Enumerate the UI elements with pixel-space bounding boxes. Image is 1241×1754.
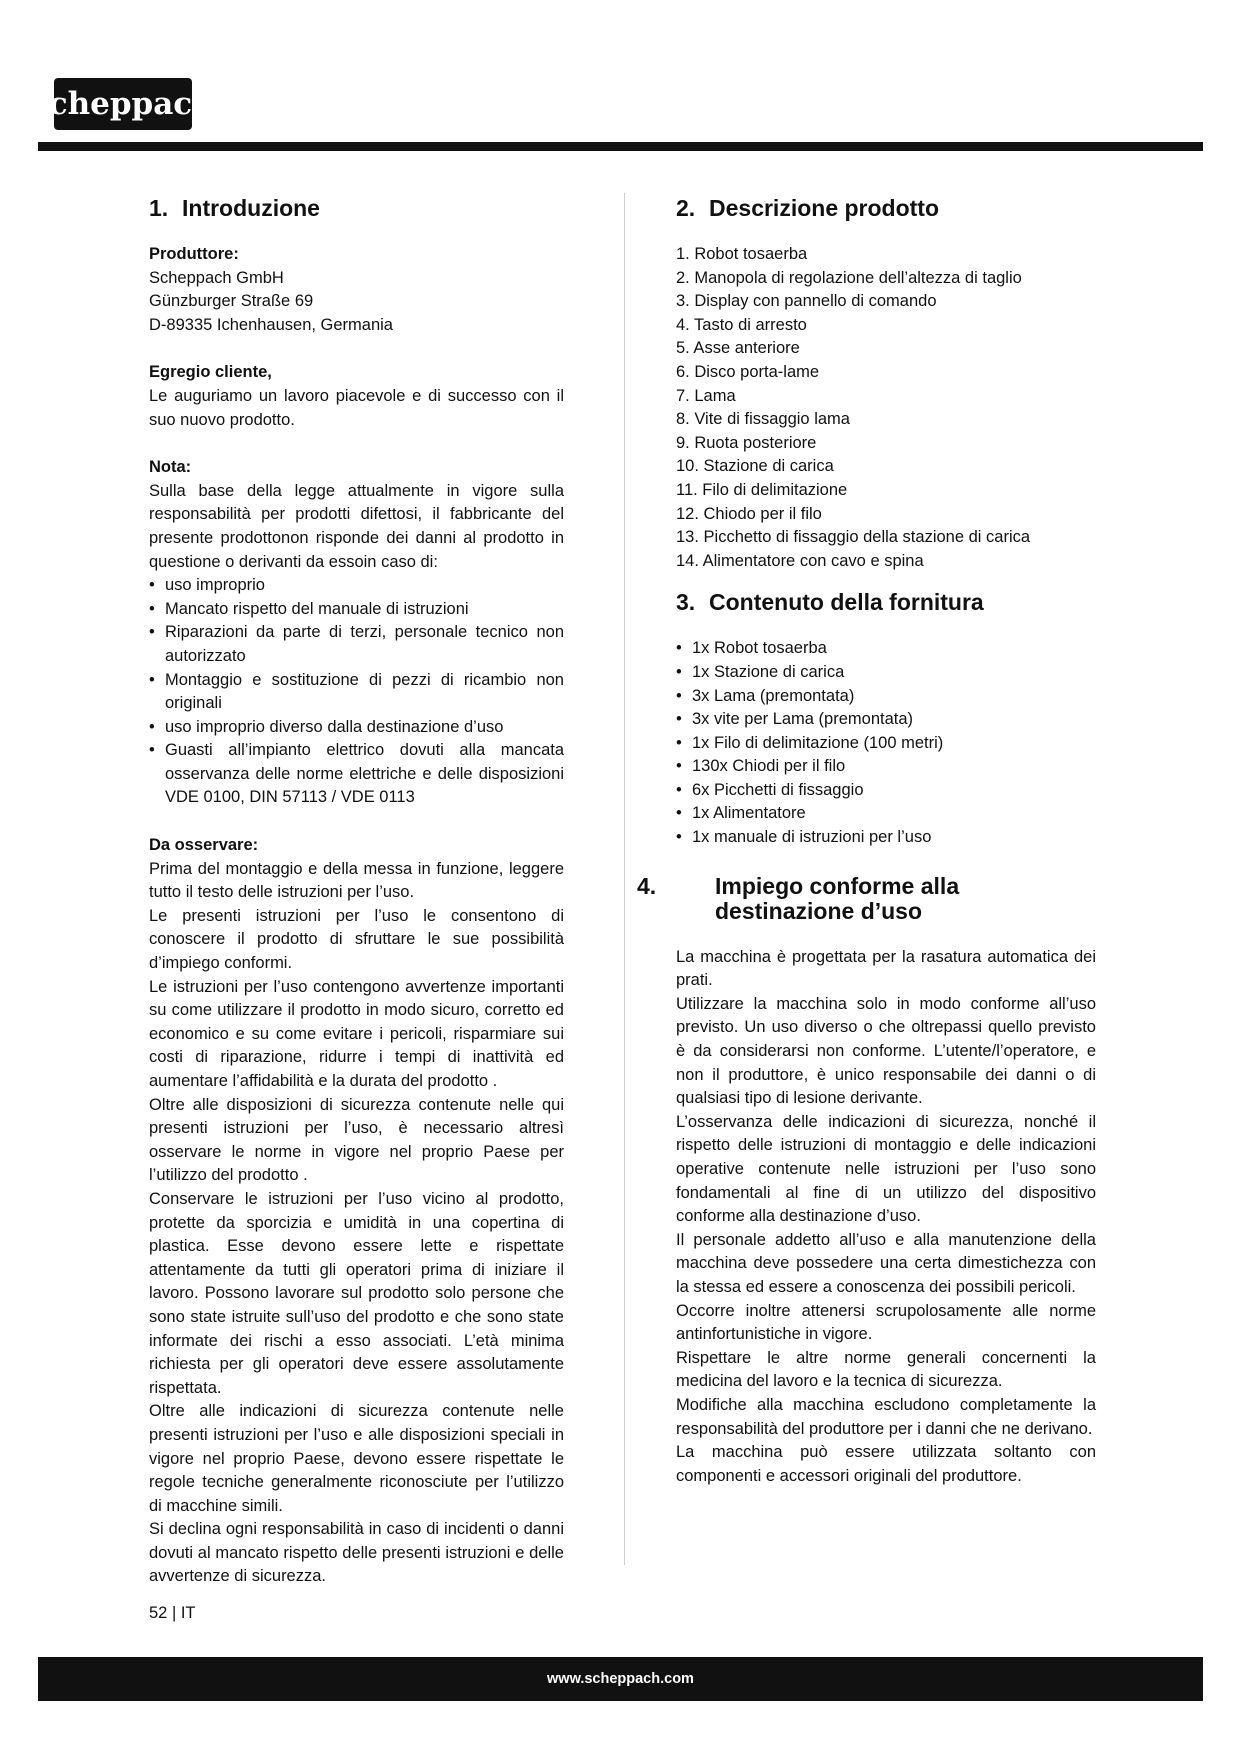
observe-paragraph: Conservare le istruzioni per l’uso vicino al prodotto, protette da sporcizia e umidità in una copertina di plastica. Esse devono essere lette e rispettate attentamente da tutti gli operatori prima di iniziare il lavoro. Possono lavorare sul prodotto solo persone che sono state istruite sull’uso del prodotto e che sono state informate dei rischi a esso associati. L’età minima richiesta per gli operatori deve essere assolutamente rispettata. (149, 1189, 564, 1397)
right-column (637, 193, 1096, 1488)
list-item: 10. Stazione di carica (676, 457, 834, 476)
header-rule (38, 142, 1203, 151)
list-item: 6. Disco porta-lame (676, 362, 820, 381)
list-item: 11. Filo di delimitazione (676, 480, 848, 499)
intended-use-paragraph: L’osservanza delle indicazioni di sicurezza, nonché il rispetto delle istruzioni di montaggio e delle indicazioni operative contenute nelle istruzioni per l’uso sono fondamentali al fine di un utilizzo del dispositivo conforme alla destinazione d’uso. (676, 1112, 1096, 1226)
list-item: • 1x Filo di delimitazione (100 metri) (676, 732, 1096, 756)
list-item: • Montaggio e sostituzione di pezzi di ricambio non originali (149, 669, 564, 716)
note-text: Sulla base della legge attualmente in vigore sulla responsabilità per prodotti difettosi, il fabbricante del presente prodottonon risponde dei danni al prodotto in questione o derivanti da essoin caso di: (149, 481, 564, 571)
product-parts-list (676, 243, 1096, 573)
greeting-label: Egregio cliente, (149, 363, 272, 382)
list-item: • 1x Alimentatore (676, 802, 1096, 826)
list-item: • Mancato rispetto del manuale di istruzioni (149, 598, 564, 622)
manufacturer-street: Günzburger Straße 69 (149, 292, 314, 311)
list-item: 12. Chiodo per il filo (676, 504, 822, 523)
list-item: 3. Display con pannello di comando (676, 292, 937, 311)
list-item: • 1x Robot tosaerba (676, 637, 1096, 661)
intended-use-paragraph: La macchina è progettata per la rasatura automatica dei prati. (676, 947, 1096, 990)
list-item: 13. Picchetto di fissaggio della stazione di carica (676, 528, 1031, 547)
brand-logo: scheppach (54, 78, 192, 130)
list-item: • 130x Chiodi per il filo (676, 755, 1096, 779)
list-item: • uso improprio diverso dalla destinazione d’uso (149, 716, 564, 740)
intended-use-paragraph: Rispettare le altre norme generali concernenti la medicina del lavoro e la tecnica di sicurezza. (676, 1348, 1096, 1391)
section-title-introduzione: 1. Introduzione (149, 195, 320, 221)
list-item: • 6x Picchetti di fissaggio (676, 779, 1096, 803)
footer-bar (38, 1657, 1203, 1701)
list-item: 4. Tasto di arresto (676, 315, 807, 334)
list-item: • 3x vite per Lama (premontata) (676, 708, 1096, 732)
list-item: • Riparazioni da parte di terzi, personale tecnico non autorizzato (149, 621, 564, 668)
list-item: 1. Robot tosaerba (676, 245, 808, 263)
intended-use-paragraph: Utilizzare la macchina solo in modo conforme all’uso previsto. Un uso diverso o che oltrepassi quello previsto è da considerarsi non conforme. L’utente/l’operatore, e non il produttore, è unico responsabile dei danni o di qualsiasi tipo di lesione derivante. (676, 994, 1096, 1108)
list-item: 8. Vite di fissaggio lama (676, 410, 850, 429)
observe-paragraph: Prima del montaggio e della messa in funzione, leggere tutto il testo delle istruzioni per l’uso. (149, 859, 564, 902)
manufacturer-city: D-89335 Ichenhausen, Germania (149, 315, 393, 334)
section-title-impiego: 4. Impiego conforme alla destinazione d’uso (637, 872, 960, 924)
intended-use-paragraph: Modifiche alla macchina escludono completamente la responsabilità del produttore per i danni che ne derivano. (676, 1395, 1096, 1438)
website-link[interactable]: www.scheppach.com (547, 1671, 694, 1687)
manufacturer-name: Scheppach GmbH (149, 268, 284, 287)
delivery-contents-list (676, 637, 1096, 849)
list-item: 2. Manopola di regolazione dell’altezza di taglio (676, 268, 1022, 287)
greeting-text: Le auguriamo un lavoro piacevole e di successo con il suo nuovo prodotto. (149, 386, 564, 429)
page-number: 52 | IT (149, 1604, 196, 1622)
list-item: 14. Alimentatore con cavo e spina (676, 551, 924, 570)
intended-use-paragraph: Occorre inoltre attenersi scrupolosamente alle norme antinfortunistiche in vigore. (676, 1301, 1096, 1344)
list-item: • 3x Lama (premontata) (676, 685, 1096, 709)
section-title-contenuto: 3. Contenuto della fornitura (676, 589, 984, 616)
intended-use-paragraph: La macchina può essere utilizzata soltanto con componenti e accessori originali del produttore. (676, 1443, 1096, 1485)
observe-paragraph: Le istruzioni per l’uso contengono avvertenze importanti su come utilizzare il prodotto in modo sicuro, corretto ed economico e su come evitare i pericoli, risparmiare sui costi di riparazione, ridurre i tempi di inattività ed aumentare l’affidabilità e la durata del prodotto . (149, 977, 564, 1090)
observe-paragraph: Oltre alle disposizioni di sicurezza contenute nelle qui presenti istruzioni per l’uso, è necessario altresì osservare le norme in vigore nel proprio Paese per l’utilizzo del prodotto . (149, 1095, 564, 1185)
manufacturer-label: Produttore: (149, 245, 239, 263)
list-item: • Guasti all’impianto elettrico dovuti alla mancata osservanza delle norme elettriche e delle disposizioni VDE 0100, DIN 57113 / VDE 0113 (149, 739, 564, 810)
list-item: • uso improprio (149, 574, 564, 598)
observe-paragraph: Le presenti istruzioni per l’uso le consentono di conoscere il prodotto di sfruttare le sue possibilità d’impiego conformi. (149, 906, 564, 973)
section-title-descrizione: 2. Descrizione prodotto (676, 195, 940, 221)
list-item: 9. Ruota posteriore (676, 433, 817, 452)
observe-label: Da osservare: (149, 836, 259, 855)
column-divider (624, 193, 625, 1565)
left-column (149, 193, 564, 1589)
observe-paragraph: Oltre alle indicazioni di sicurezza contenute nelle presenti istruzioni per l’uso e alle disposizioni speciali in vigore nel proprio Paese, devono essere rispettate le regole tecniche generalmente riconosciute per l’utilizzo di macchine simili. (149, 1402, 564, 1515)
note-list (149, 574, 564, 810)
list-item: • 1x Stazione di carica (676, 661, 1096, 685)
list-item: 5. Asse anteriore (676, 339, 800, 358)
observe-paragraph: Si declina ogni responsabilità in caso di incidenti o danni dovuti al mancato rispetto delle presenti istruzioni e delle avvertenze di sicurezza. (149, 1520, 564, 1586)
list-item: 7. Lama (676, 386, 736, 405)
intended-use-paragraph: Il personale addetto all’uso e alla manutenzione della macchina deve possedere una certa dimestichezza con la stessa ed essere a conoscenza dei possibili pericoli. (676, 1230, 1096, 1296)
list-item: • 1x manuale di istruzioni per l’uso (676, 826, 1096, 850)
note-label: Nota: (149, 458, 192, 477)
